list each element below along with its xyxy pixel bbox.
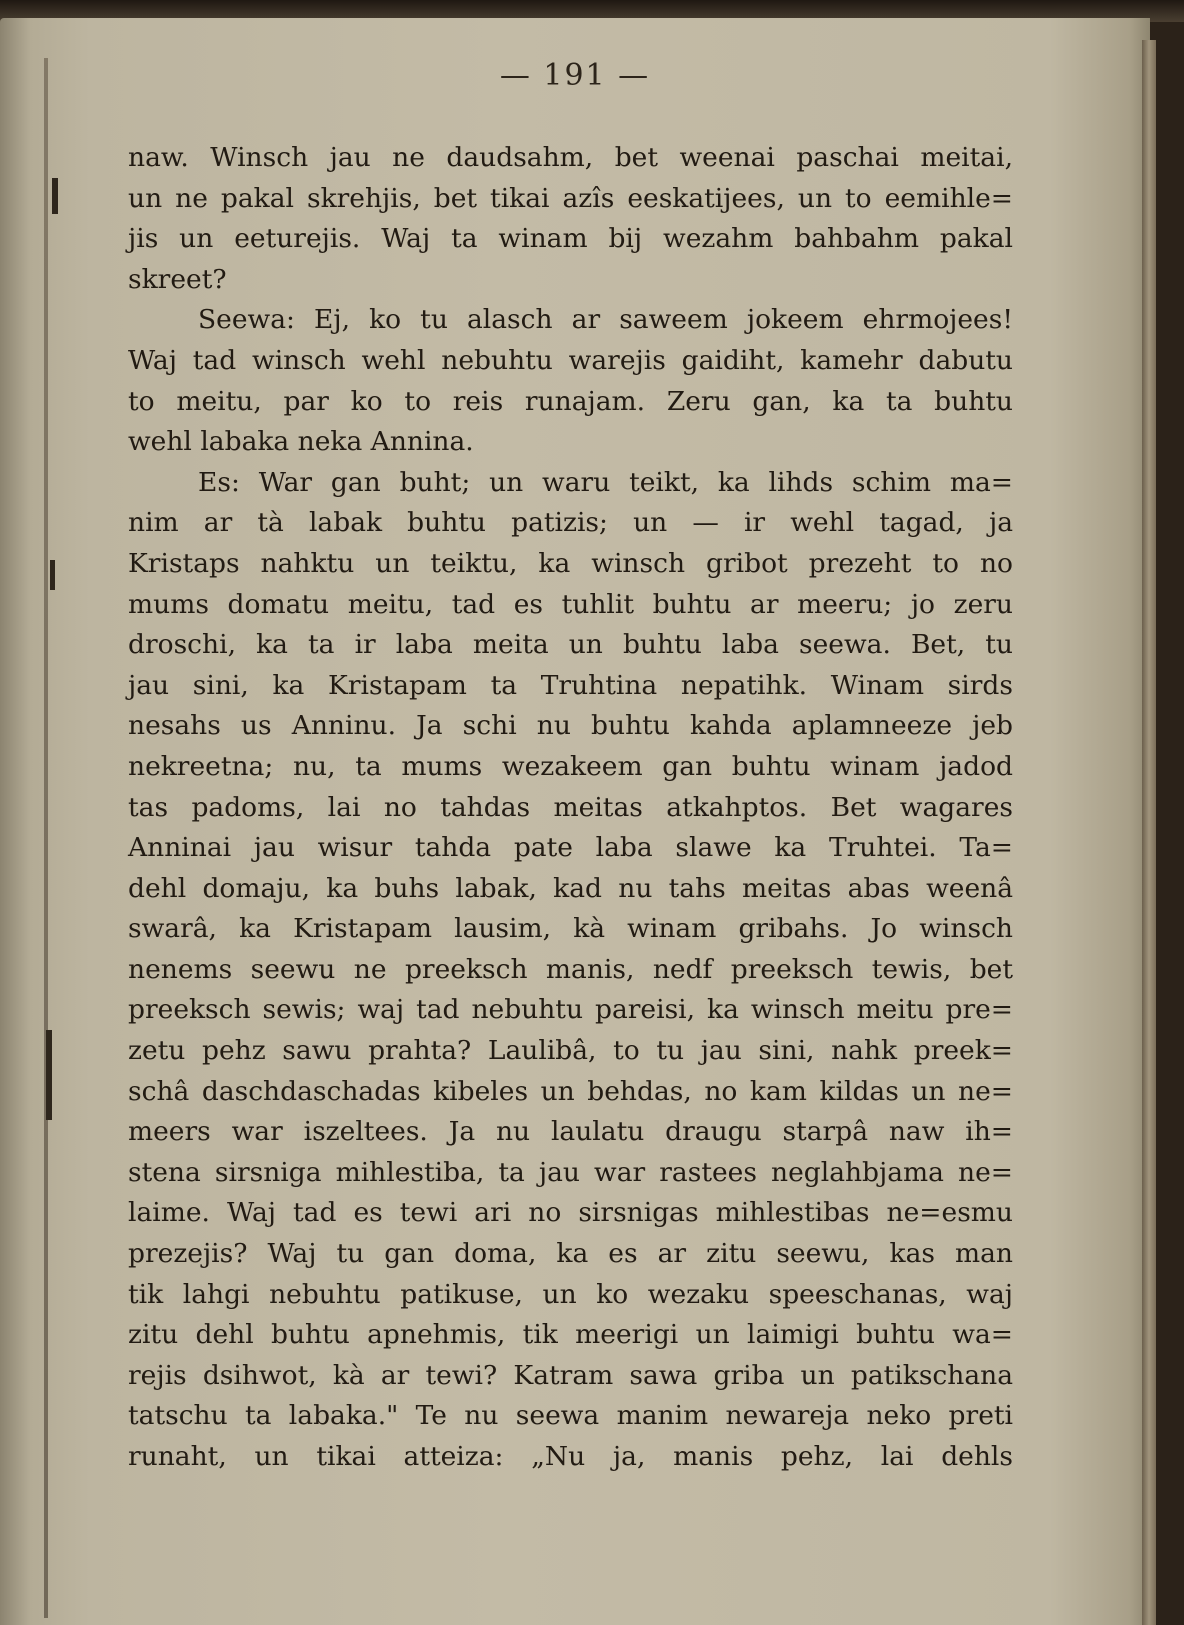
text-line: nekreetna; nu, ta mums wezakeem gan buhtu winam jadod <box>128 750 1013 782</box>
text-line: tik lahgi nebuhtu patikuse, un ko wezaku speeschanas, waj <box>128 1278 1013 1310</box>
text-line: Anninai jau wisur tahda pate laba slawe ka Truhtei. Ta= <box>128 832 1013 864</box>
text-line: droschi, ka ta ir laba meita un buhtu laba seewa. Bet, tu <box>128 629 1013 661</box>
text-line: meers war iszeltees. Ja nu laulatu draugu starpâ naw ih= <box>128 1116 1013 1148</box>
text-line: un ne pakal skrehjis, bet tikai azîs eeskatijees, un to eemihle= <box>128 182 1013 214</box>
text-line: nenems seewu ne preeksch manis, nedf preeksch tewis, bet <box>128 953 1013 985</box>
text-line: swarâ, ka Kristapam lausim, kà winam gribahs. Jo winsch <box>128 913 1013 945</box>
text-line: tatschu ta labaka." Te nu seewa manim newareja neko preti <box>128 1400 1013 1432</box>
text-line: mums domatu meitu, tad es tuhlit buhtu ar meeru; jo zeru <box>128 588 1013 620</box>
text-line: runaht, un tikai atteiza: „Nu ja, manis pehz, lai dehls <box>128 1441 1013 1472</box>
text-line: preeksch sewis; waj tad nebuhtu pareisi, ka winsch meitu pre= <box>128 994 1013 1026</box>
text-line: laime. Waj tad es tewi ari no sirsnigas mihlestibas ne=esmu <box>128 1197 1013 1229</box>
text-line: to meitu, par ko to reis runajam. Zeru gan, ka ta buhtu <box>128 385 1013 417</box>
binding-gutter <box>44 58 48 1618</box>
text-line: zitu dehl buhtu apnehmis, tik meerigi un laimigi buhtu wa= <box>128 1319 1013 1351</box>
text-line: schâ daschdaschadas kibeles un behdas, no kam kildas un ne= <box>128 1075 1013 1107</box>
binding-mark <box>50 560 55 590</box>
text-line: skreet? <box>128 263 227 295</box>
page-body-text <box>128 138 1013 1478</box>
binding-mark <box>46 1030 52 1120</box>
text-line: Seewa: Ej, ko tu alasch ar saweem jokeem ehrmojees! <box>198 304 1013 336</box>
text-line: tas padoms, lai no tahdas meitas atkahptos. Bet wagares <box>128 791 1013 823</box>
text-line: nim ar tà labak buhtu patizis; un — ir wehl tagad, ja <box>128 507 1013 539</box>
text-line: Waj tad winsch wehl nebuhtu warejis gaidiht, kamehr dabutu <box>128 344 1013 376</box>
text-line: stena sirsniga mihlestiba, ta jau war rastees neglahbjama ne= <box>128 1156 1013 1188</box>
text-line: prezejis? Waj tu gan doma, ka es ar zitu seewu, kas man <box>128 1238 1013 1270</box>
text-line: naw. Winsch jau ne daudsahm, bet weenai paschai meitai, <box>128 142 1013 173</box>
binding-mark <box>52 178 58 214</box>
text-line: wehl labaka neka Annina. <box>128 426 474 458</box>
text-line: dehl domaju, ka buhs labak, kad nu tahs meitas abas weenâ <box>128 872 1013 904</box>
text-line: Es: War gan buht; un waru teikt, ka lihds schim ma= <box>198 466 1013 498</box>
text-line: jau sini, ka Kristapam ta Truhtina nepatihk. Winam sirds <box>128 669 1013 701</box>
text-line: nesahs us Anninu. Ja schi nu buhtu kahda aplamneeze jeb <box>128 710 1013 742</box>
text-line: zetu pehz sawu prahta? Laulibâ, to tu jau sini, nahk preek= <box>128 1035 1013 1067</box>
text-line: Kristaps nahktu un teiktu, ka winsch gribot prezeht to no <box>128 547 1013 579</box>
text-line: jis un eeturejis. Waj ta winam bij wezahm bahbahm pakal <box>128 223 1013 255</box>
text-line: rejis dsihwot, kà ar tewi? Katram sawa griba un patikschana <box>128 1359 1013 1391</box>
page-number: — 191 — <box>499 58 651 93</box>
page-edge-right <box>1142 40 1156 1625</box>
